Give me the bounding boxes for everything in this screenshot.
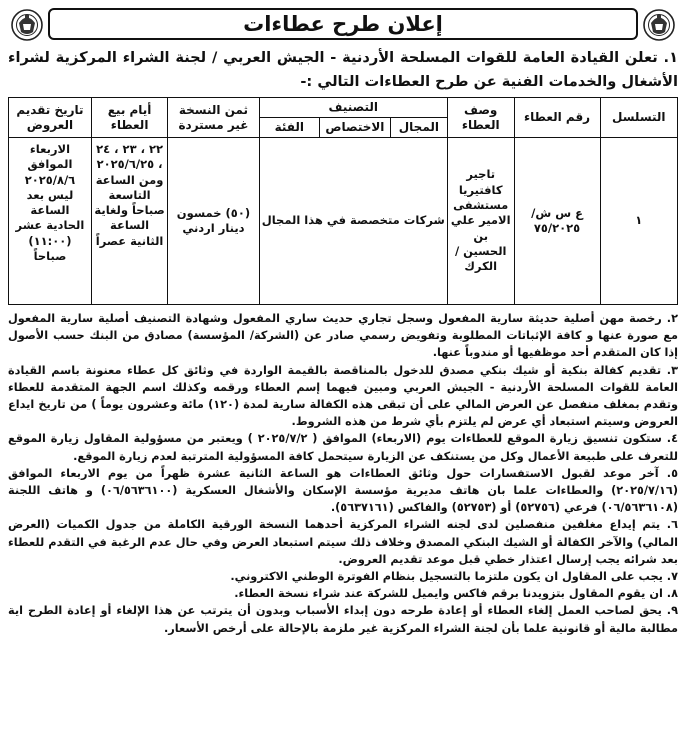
header-submission-date: تاريخ تقديم العروض [9, 98, 92, 138]
clause-8: ٨. ان يقوم المقاول بتزويدنا برقم فاكس وايميل للشركة عند شراء نسخة العطاء. [234, 587, 678, 601]
header-specialty: الاختصاص [319, 118, 390, 138]
header-description: وصف العطاء [447, 98, 514, 138]
table-row [9, 138, 678, 305]
title-box [48, 8, 638, 40]
clause-3: ٣. تقديم كفالة بنكية أو شيك بنكي مصدق للدخول بالمناقصة بالقيمة الواردة في وثائق كل عطاء معنونة باسم القيادة العامة للقوات المسلحة الأردنية - الجيش العربي ومبين فيهما إسم العطاء ورقمه وكذلك اسم الجهة المتقدمة للعطاء وتقدم بمغلف منفصل عن العرض المالي على أن تبقى هذه الكفالة سارية لمدة (١٢٠) مائة وعشرون يوماً ) من تاريخ ايداع العروض وسيتم استبعاد أي عرض لم يلتزم بأي شرط من هذه الشروط. [8, 363, 679, 429]
coat-of-arms-emblem-right [642, 8, 676, 42]
intro-paragraph: ١. تعلن القيادة العامة للقوات المسلحة الأردنية - الجيش العربي / لجنة الشراء المركزية لشراء الأشغال والخدمات الفنية عن طرح العطاءات التالي :- [8, 49, 678, 90]
header-tender-number: رقم العطاء [514, 98, 600, 138]
cell-sale-days: ٢٢ ، ٢٣ ، ٢٤ ، ٢٠٢٥/٦/٢٥ ومن الساعة التاسعة صباحاً ولغاية الساعة الثانية عصراً [91, 138, 167, 305]
clause-5: ٥. آخر موعد لقبول الاستفسارات حول وثائق العطاءات هو الساعة الثانية عشرة ظهراً من يوم الاربعاء الموافق (٢٠٢٥/٧/١٦) والعطاءات علما بان هاتف مديرية مؤسسة الإسكان والأشغال العسكرية (٠٦/٥٦٣٦١٠٠) و هاتف اللجنة (٠٦/٥٦٣٦١٠٨) فرعي (٥٢٧٥٦) أو (٥٢٧٥٣) والفاكس (٥٦٣٧١٦١). [8, 466, 678, 515]
header-copy-price: ثمن النسخة غير مستردة [168, 98, 259, 138]
cell-serial: ١ [600, 138, 677, 305]
clause-2: ٢. رخصة مهن أصلية حديثة سارية المفعول وسجل تجاري حديث ساري المفعول وشهادة التصنيف أصلية سارية المفعول مع صورة عنها و كافة الإثباتات المطلوبة وتفويض رسمي صادر عن (الشركة/ المؤسسة) مصادق من البنك حسب الأصول إذا كان المتقدم أحد موظفيها أو مندوباً عنها. [8, 312, 678, 360]
cell-submission-date: الاربعاء الموافق ٢٠٢٥/٨/٦ ليس بعد الساعة الحادية عشر (١١:٠٠) صباحاً [9, 138, 92, 305]
clause-9: ٩. يحق لصاحب العمل إلغاء العطاء أو إعادة طرحه دون إبداء الأسباب وبدون أن يترتب عن هذا الإلغاء أو إعادة الطرح اية مطالبة مالية أو قانونية علما بأن لجنة الشراء المركزية غير ملزمة بالإحالة على أرخص الأسعار. [8, 604, 678, 635]
coat-of-arms-emblem-left [10, 8, 44, 42]
cell-tender-number: ع س ش/٧٥/٢٠٢٥ [514, 138, 600, 305]
announcement-title: إعلان طرح عطاءات [243, 12, 443, 36]
header-serial: التسلسل [600, 98, 677, 138]
tenders-table [8, 97, 678, 305]
header-category: الفئة [259, 118, 319, 138]
header-classification: التصنيف [259, 98, 447, 118]
clause-4: ٤. ستكون تنسيق زيارة الموقع للعطاءات يوم (الاربعاء) الموافق ( ٢٠٢٥/٧/٢ ) ويعتبر من مسؤولية المقاول زيارة الموقع للتعرف على طبيعة الأعمال وكل من يستنكف عن الزيارة سيتحمل كافة المسؤولية المترتبة لعدم زيارة الموقع. [8, 432, 678, 463]
announcement-header [8, 6, 678, 42]
clause-7: ٧. يجب على المقاول ان يكون ملتزما بالتسجيل بنظام الفوترة الوطني الاكتروني. [230, 570, 678, 584]
cell-description: تاجير كافتيريا مستشفى الامير علي بن الحسين /الكرك [447, 138, 514, 305]
clause-6: ٦. يتم إيداع مغلفين منفصلين لدى لجنه الشراء المركزية أحدهما النسخة الورقية الكاملة من جدول الكميات (العرض المالي) والآخر الكفالة أو الشيك البنكي المصدق وخلاف ذلك سيتم استبعاد العرض وفي حال عدم الرغبة في التقدم للعطاء بعد شرائه يجب إرسال اعتذار خطي قبل موعد تقديم العروض. [8, 518, 678, 566]
cell-copy-price: (٥٠) خمسون دينار اردني [168, 138, 259, 305]
clauses-list [8, 310, 678, 637]
cell-classification: شركات متخصصة في هذا المجال [259, 138, 447, 305]
header-sale-days: أيام بيع العطاء [91, 98, 167, 138]
header-field: المجال [390, 118, 447, 138]
table-header-row [9, 98, 678, 118]
